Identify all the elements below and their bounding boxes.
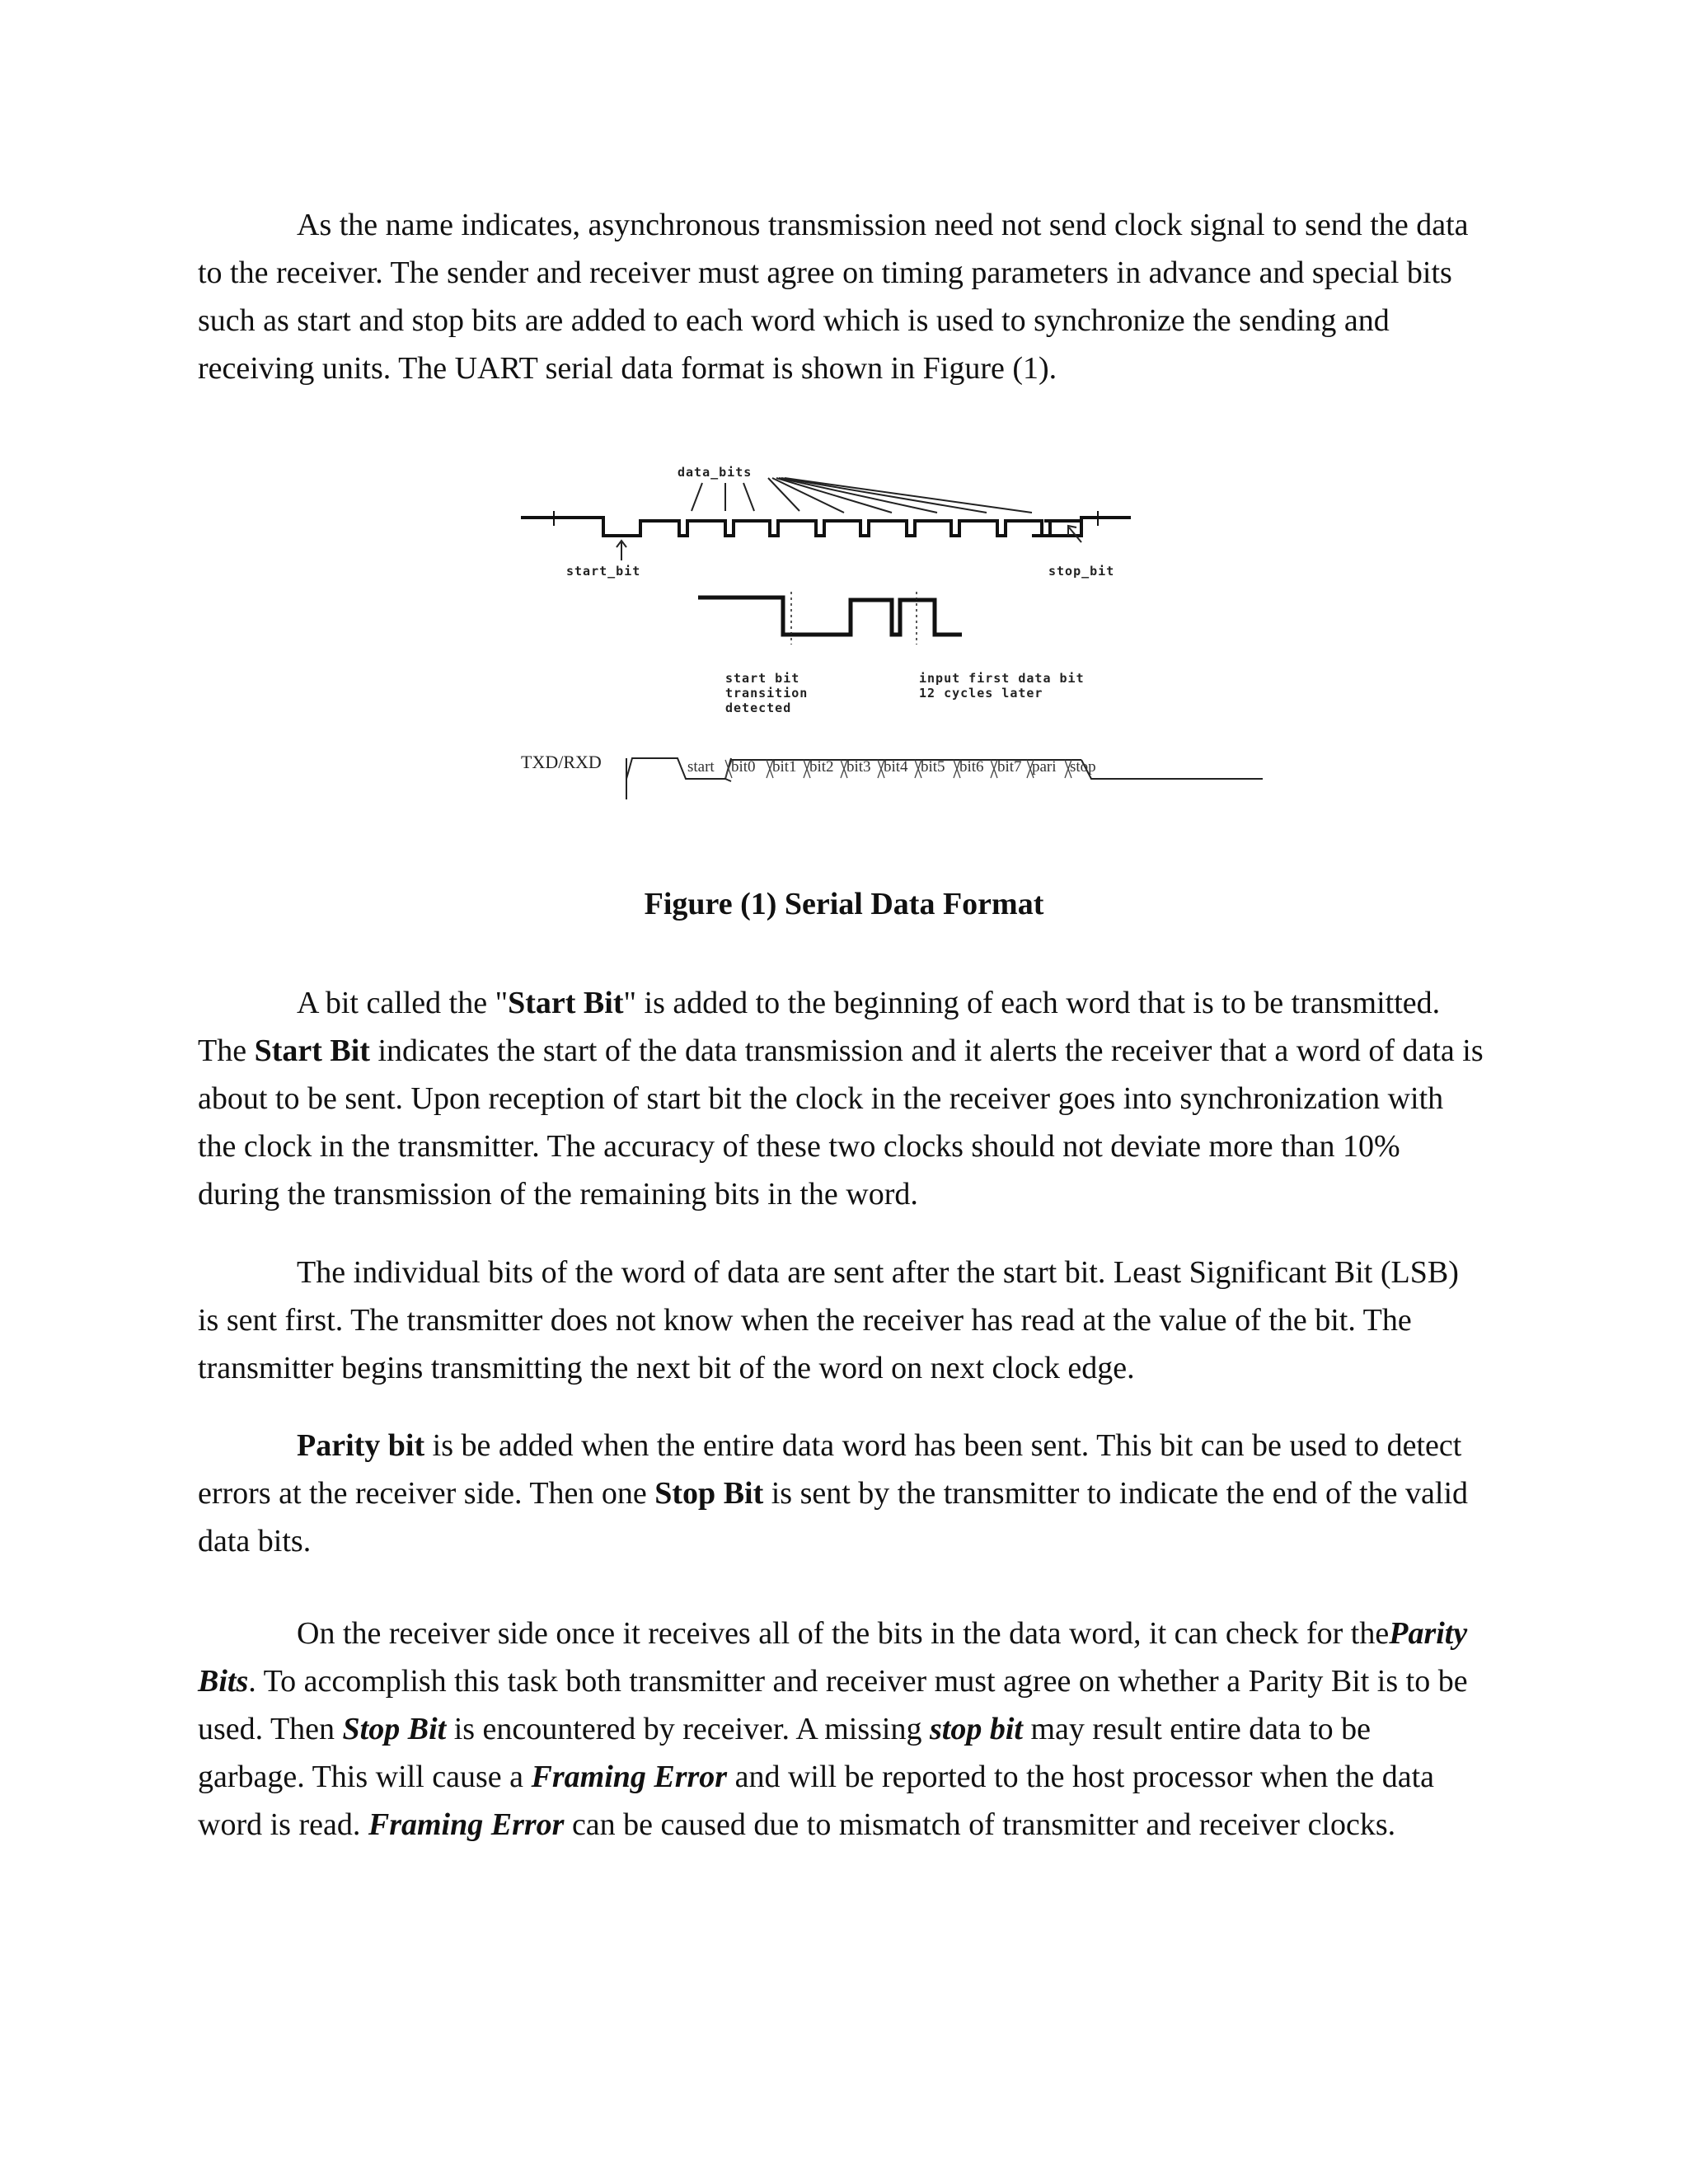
start-bit-arrow <box>617 541 626 560</box>
data-bits-label: data_bits <box>678 465 753 480</box>
parity-bits-term: Parity Bits <box>198 1616 1468 1699</box>
parity-bit-term: Parity bit <box>297 1428 425 1463</box>
start-bit-term-2: Start Bit <box>254 1033 370 1068</box>
framing-error-term-2: Framing Error <box>368 1807 565 1842</box>
start-detection-waveform <box>698 598 962 635</box>
missing-stop-bit-term: stop bit <box>929 1712 1023 1746</box>
framing-error-term: Framing Error <box>531 1760 728 1794</box>
stop-bit-label: stop_bit <box>1048 564 1115 579</box>
frame-bit-5: bit5 <box>921 758 945 776</box>
paragraph-framing-error: On the receiver side once it receives all of the bits in the data word, it can check for theParity Bits. To accomplish this task both transmitter and receiver must agree on whether a Parity Bit is to be used. Then Stop Bit is encountered by receiver. A missing stop bit may result entire data to be garbage. This will cause a Framing Error and will be reported to the host processor when the data word is read. Framing Error can be caused due to mismatch of transmitter and receiver clocks. <box>198 1616 1468 1842</box>
frame-bit-3: bit3 <box>846 758 871 776</box>
frame-bit-labels <box>687 758 1096 776</box>
paragraph-parity-bit: Parity bit is be added when the entire data word has been sent. This bit can be used to detect errors at the receiver side. Then one Stop Bit is sent by the transmitter to indicate the end of the valid data bits. <box>198 1428 1469 1558</box>
paragraph-lsb-first: The individual bits of the word of data are sent after the start bit. Least Significant Bit (LSB) is sent first. The transmitter does not know when the receiver has read at the value of the bit. The transmitter begins transmitting the next bit of the word on next clock edge. <box>198 1255 1459 1385</box>
frame-bit-2: bit2 <box>809 758 834 776</box>
serial-data-format-figure <box>504 453 1267 808</box>
frame-bit-parity: pari <box>1032 758 1057 776</box>
uart-timing-diagram <box>504 453 1267 808</box>
data-bits-arrows <box>692 478 1032 513</box>
start-bit-label: start_bit <box>566 564 641 579</box>
paragraph-start-bit: A bit called the "Start Bit" is added to the beginning of each word that is to be transmitted. The Start Bit indicates the start of the data transmission and it alerts the receiver that a word of data is about to be sent. Upon reception of start bit the clock in the receiver goes into synchronization with the clock in the transmitter. The accuracy of these two clocks should not deviate more than 10% during the transmission of the remaining bits in the word. <box>198 986 1484 1212</box>
start-detect-label-1: start bit <box>725 671 800 686</box>
frame-bit-start: start <box>687 758 715 776</box>
input-first-label-2: 12 cycles later <box>919 686 1043 701</box>
start-bit-term: Start Bit <box>508 986 624 1020</box>
frame-bit-stop: stop <box>1070 758 1096 776</box>
frame-bit-6: bit6 <box>959 758 984 776</box>
txd-rxd-label: TXD/RXD <box>521 752 602 772</box>
stop-bit-term: Stop Bit <box>654 1476 764 1511</box>
stop-bit-italic-term: Stop Bit <box>342 1712 447 1746</box>
bit-frame-waveform <box>521 511 1131 536</box>
frame-bit-0: bit0 <box>731 758 756 776</box>
start-detect-label-3: detected <box>725 701 792 715</box>
frame-bit-1: bit1 <box>772 758 797 776</box>
frame-bit-4: bit4 <box>884 758 908 776</box>
figure-caption: Figure (1) Serial Data Format <box>644 887 1044 921</box>
start-detect-label-2: transition <box>725 686 809 701</box>
paragraph-async-transmission: As the name indicates, asynchronous transmission need not send clock signal to send the data to the receiver. The sender and receiver must agree on timing parameters in advance and special bits such as start and stop bits are added to each word which is used to synchronize the sending and receiving units. The UART serial data format is shown in Figure (1). <box>198 208 1469 386</box>
frame-bit-7: bit7 <box>997 758 1022 776</box>
input-first-label-1: input first data bit <box>919 671 1085 686</box>
